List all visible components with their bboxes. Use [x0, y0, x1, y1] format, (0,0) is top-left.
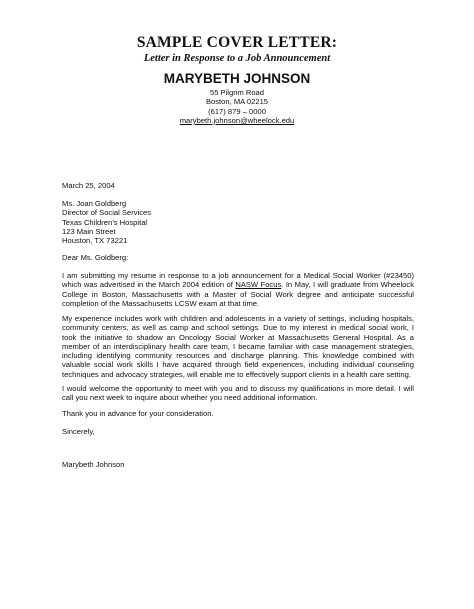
- recipient-organization: Texas Children’s Hospital: [62, 217, 148, 227]
- paragraph-1-line: which was advertised in the March 2004 edition of NASW Focus. In May, I will graduate from Wheelock: [62, 280, 414, 290]
- thanks-line: Thank you in advance for your consideration.: [62, 409, 214, 418]
- recipient-title: Director of Social Services: [62, 208, 152, 218]
- signature-name: Marybeth Johnson: [62, 460, 125, 469]
- document-title: SAMPLE COVER LETTER:: [136, 34, 338, 51]
- paragraph-1-line: I am submitting my resume in response to a job announcement for a Medical Social Worker (#23450): [62, 271, 414, 280]
- paragraph-2-line: including identifying community resources and discharge planning. This knowledge combined with: [62, 351, 414, 360]
- paragraph-1-line: completion of the Massachusetts LCSW exam at that time.: [62, 298, 260, 308]
- salutation: Dear Ms. Goldberg:: [62, 253, 129, 262]
- paragraph-2: [62, 314, 414, 379]
- paragraph-3-line: I would welcome the opportunity to meet with you and to discuss my qualifications in more detail. I will: [62, 384, 414, 393]
- document-subtitle: Letter in Response to a Job Announcement: [143, 53, 331, 64]
- paragraph-3-line: call you next week to inquire about whether you need additional information.: [62, 393, 318, 403]
- paragraph-2-line: My experience includes work with children and adolescents in a variety of settings, including hospitals,: [62, 314, 414, 323]
- sender-address-line2: Boston, MA 02215: [205, 97, 269, 107]
- recipient-street: 123 Main Street: [62, 226, 116, 236]
- sender-phone: (617) 879 – 0000: [208, 106, 266, 116]
- closing: Sincerely,: [62, 427, 95, 436]
- letter-date: March 25, 2004: [62, 181, 115, 190]
- sender-name: MARYBETH JOHNSON: [163, 71, 311, 86]
- sender-email-link[interactable]: marybeth.johnson@wheelock.edu: [179, 115, 295, 125]
- paragraph-2-line: member of an interdisciplinary health care team, I became familiar with case management strategies,: [62, 341, 414, 351]
- sender-contact-block: [0, 88, 474, 125]
- recipient-city: Houston, TX 73221: [62, 236, 128, 245]
- paragraph-1-line: College in Boston, Massachusetts with a Master of Social Work degree and anticipate successful: [62, 289, 414, 299]
- paragraph-2-line: took the initiative to shadow an Oncology Social Worker at Massachusetts General Hospital. As a: [62, 332, 414, 342]
- paragraph-1: [62, 271, 414, 308]
- paragraph-2-line: valuable social work skills I have acquired through field experiences, including individual counseling: [62, 360, 414, 370]
- sender-address-line1: 55 Pilgrim Road: [209, 88, 265, 97]
- recipient-name: Ms. Joan Goldberg: [62, 199, 127, 208]
- nasw-focus-link[interactable]: NASW Focus: [235, 280, 282, 290]
- paragraph-3: [62, 384, 414, 403]
- paragraph-2-line: techniques and advocacy strategies, will enable me to effectively support clients in a health care setting.: [62, 369, 411, 379]
- paragraph-2-line: community centers, as well as camp and school settings. Due to my interest in medical social work, I: [62, 323, 414, 333]
- recipient-address-block: [62, 199, 414, 245]
